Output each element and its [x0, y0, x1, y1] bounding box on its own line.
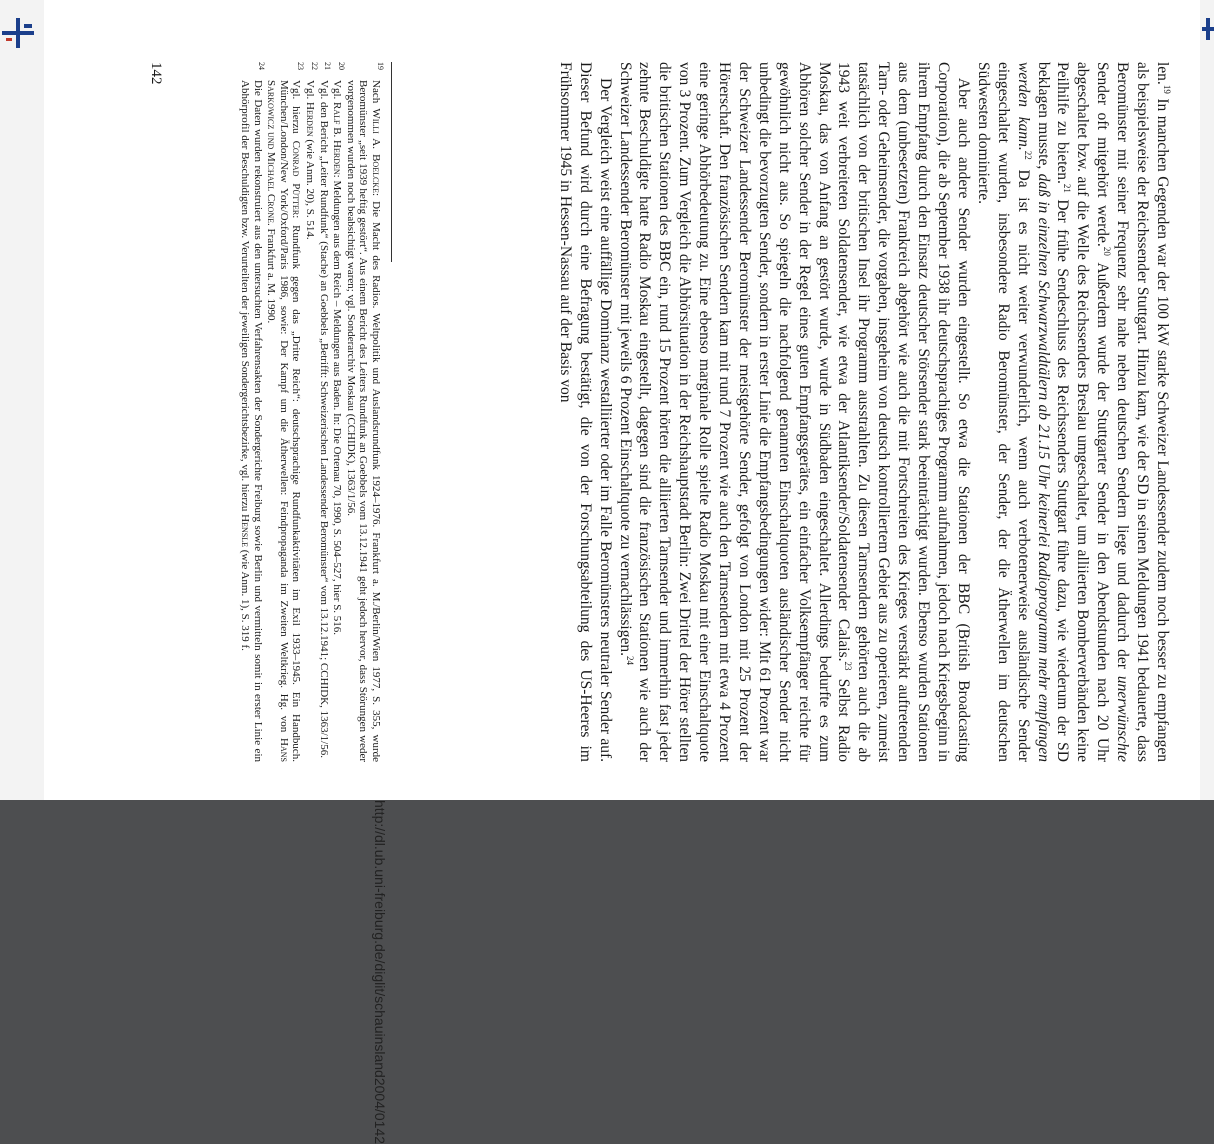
italic-text: daß in einzelnen Schwarzwaldtälern ab 21.15 Uhr keinerlei Radioprogramm mehr empfangen werden kann. [1014, 62, 1052, 762]
footnote: 20Vgl. Ralf B. Herden: Meldungen aus dem Reich – Meldungen aus Baden. In: Die Ortenau 70, 1990, S. 504–527, hier S. 516. [331, 62, 346, 636]
library-logo-icon [2, 18, 36, 48]
text-run: Da ist es nicht weiter verwunderlich, wenn auch verbotenerweise ausländische Sender eingeschaltet wurden, insbesondere Radio Beromünster, der Sender, der die Ätherwellen im deutschen Südwesten dominierte. [974, 62, 1032, 763]
italic-text: unerwünschte [1114, 675, 1132, 762]
footnote-ref: 24 [624, 655, 635, 665]
author-name: Willi A. Boelcke [370, 108, 382, 193]
paragraph [973, 62, 1172, 762]
text-run: (wie Anm. 1), S. 319 f. [239, 547, 252, 651]
footnote-ref: 19 [1162, 84, 1173, 94]
page-content [44, 0, 1200, 800]
footnote-rule [391, 62, 392, 262]
right-side-strip [1200, 0, 1214, 800]
library-logo-icon-right [1202, 18, 1214, 40]
text-run: Der Vergleich weist eine auffällige Dominanz westalliierter oder im Falle Beromünsters neutraler Sender auf. Dieser Befund wird durch eine Befragung bestätigt, die von der Forschungsabteilung des US-Heeres im Frühsommer 1945 in Hessen-Nassau auf der Basis von [556, 62, 614, 762]
footnote: 22Vgl. Herden (wie Anm. 20), S. 514. [304, 62, 319, 240]
text-run: Vgl. [304, 80, 317, 102]
footnote-ref: 22 [1022, 150, 1033, 160]
author-name: Herden [304, 102, 317, 137]
body-text [555, 62, 1172, 762]
paragraph [615, 62, 973, 762]
author-name: Ralf B. Herden [331, 102, 344, 175]
source-url-caption[interactable]: http://dl.ub.uni-freiburg.de/diglit/schauinsland2004/0142 [372, 800, 388, 1144]
page-number: 142 [148, 62, 164, 85]
footnote: 23Vgl. hierzu Conrad Pütter: Rundfunk gegen das „Dritte Reich“: deutschsprachige Rundfunkaktivitäten im Exil 1933–1945. Ein Handbuch. München/London/New York/Oxford/Paris 1986, sowie: Der Kampf um die Ätherwellen: Feindpropaganda im Zweiten Weltkrieg. Hg. von Hans Sarkowicz und Michael Crone. Frankfurt a. M. 1990. [265, 62, 306, 763]
text-run: (wie Anm. 20), S. 514. [304, 136, 317, 240]
text-run: In manchen Gegenden war der 100 kW starke Schweizer Landessender zudem noch besser zu empfangen als beispielsweise der Reichssender Stuttgart. Hinzu kam, wie der SD in seinen Meldungen 1941 bedauerte, dass Beromünster mit seiner Frequenz sehr nahe neben deutschen Sendern liege und dadurch der [1114, 62, 1171, 762]
author-name: Conrad Pütter [290, 140, 303, 216]
paragraph [555, 62, 615, 762]
text-run: Vgl. den Bericht „Leiter Rundfunk“ (Stache) an Goebbels „Betrifft: Schweizerischen Landessender Beromünster“ vom 13.12.1941; CCHIDK, 1363/1/56. [317, 80, 330, 758]
text-run: : Meldungen aus dem Reich – Meldungen aus Baden. In: Die Ortenau 70, 1990, S. 504–527, hier S. 516. [331, 174, 344, 636]
footnote-ref: 23 [843, 661, 854, 671]
text-run: Der frühe Sendeschluss des Reichssenders Stuttgart führe dazu, wie wiederum der SD beklagen musste, [1034, 62, 1072, 762]
text-run: Außerdem wurde der Stuttgarter Sender in den Abendstunden nach 20 Uhr abgeschaltet bzw. auf die Welle des Reichssenders Breslau umgeschaltet, um alliierten Bomberverbänden keine Peilhilfe zu bieten. [1054, 62, 1112, 762]
text-run: Vgl. hierzu [290, 80, 303, 141]
text-run: Selbst Radio Moskau, das von Anfang an gestört wurde, wurde in Südbaden eingeschaltet. Allerdings bedurfte es zum Abhören solcher Sender in der Regel eines guten Empfangsgerätes, ein einfacher Volksempfänger reichte für gewöhnlich nicht aus. So spiegeln die nachfolgend genannten Einschaltquoten ausländischer Sender nicht unbedingt die bevorzugten Sender, sondern in erster Linie die Empfangsbedingungen wider: Mit 61 Prozent war der Schweizer Landessender Beromünster der meistgehörte Sender, gefolgt von London mit 25 Prozent der Hörerschaft. Den französischen Sendern kam mit rund 7 Prozent wie auch den Tarnsendern mit etwa 4 Prozent eine geringe Abhörbedeutung zu. Eine ebenso marginale Rolle spielte Radio Moskau mit einer Einschaltquote von 3 Prozent. Zum Vergleich die Abhörsituation in der Reichshauptstadt Berlin: Zwei Drittel der Hörer stellten die britischen Stationen des BBC ein, rund 15 Prozent hörten die alliierten Tarnsender und immerhin fast jeder zehnte Beschuldigte hatte Radio Moskau eingestellt, dagegen sind die französischen Stationen wie auch der Schweizer Landessender Beromünster mit jeweils 6 Prozent Einschaltquote zu vernachlässigen. [616, 62, 853, 763]
footnote-ref: 21 [1062, 183, 1073, 193]
text-run: Sender oft mitgehört werde. [1094, 62, 1112, 247]
footnotes [237, 62, 385, 763]
footnote: 21Vgl. den Bericht „Leiter Rundfunk“ (Stache) an Goebbels „Betrifft: Schweizerischen Landessender Beromünster“ vom 13.12.1941; CCHIDK, 1363/1/56. [317, 62, 333, 758]
text-run: Aber auch andere Sender wurden eingestellt. So etwa die Stationen der BBC (British Broadcasting Corporation), die ab September 1938 ihr deutschsprachiges Programm aufnahmen, jedoch nach Kriegsbeginn in ihrem Empfang durch den Einsatz deutscher Störsender stark beeinträchtigt wurden. Ebenso wurden Stationen aus dem (unbesetzten) Frankreich abgehört wie auch die mit Fortschreiten des Krieges verstärkt auftretenden Tarn- oder Geheimsender, die vorgaben, insgeheim von deutsch kontrolliertem Gebiet aus zu operieren, zumeist tatsächlich von der britischen Insel ihr Programm ausstrahlten. Zu diesen Tarnsendern gehörten auch die ab 1943 weit verbreiteten Soldatensender, wie etwa der Atlantiksender/Soldatensender Calais. [835, 62, 972, 762]
text-run: : Rundfunk gegen das „Dritte Reich“: deutschsprachige Rundfunkaktivitäten im Exil 1933–1945. Ein Handbuch. München/London/New York/Oxford/Paris 1986, sowie: Der Kampf um die Ätherwellen: Feindpropaganda im Zweiten Weltkrieg. Hg. von [277, 80, 303, 763]
text-run: Vgl. [331, 80, 344, 102]
text-run: len. [1154, 62, 1171, 85]
footnote: 24Die Daten wurden rekonstruiert aus den untersuchten Verfahrensakten der Sondergerichte Freiburg sowie Berlin und vermitteln somit in erster Linie ein Abhörprofil der Beschuldigten bzw. Verurteilten der jeweiligen Sondergerichtsbezirke, vgl. hierzu Hensle (wie Anm. 1), S. 319 f. [239, 62, 267, 762]
left-side-strip [0, 0, 44, 800]
scanned-page [44, 0, 1200, 1144]
footnote: 19Nach Willi A. Boelcke: Die Macht des Radios. Weltpolitik und Auslandsrundfunk 1924–1976. Frankfurt a. M./Berlin/Wien 1977, S. 355, wurde Beromünster „seit 1939 heftig gestört“. Aus einem Bericht des Leiters Rundfunk an Goebbels vom 13.12.1941 geht jedoch hervor, dass Störungen weder vorgenommen wurden noch beabsichtigt waren; vgl. Sonderarchiv Moskau (CCHIDK), 1363/1/56. [344, 62, 385, 762]
text-run: Die Daten wurden rekonstruiert aus den untersuchten Verfahrensakten der Sondergerichte Freiburg sowie Berlin und vermitteln somit in erster Linie ein Abhörprofil der Beschuldigten bzw. Verurteilten der jeweiligen Sondergerichtsbezirke, vgl. hierzu [239, 80, 264, 762]
text-run: : Die Macht des Radios. Weltpolitik und Auslandsrundfunk 1924–1976. Frankfurt a. M./Berlin/Wien 1977, S. 355, wurde Beromünster „seit 1939 heftig gestört“. Aus einem Bericht des Leiters Rundfunk an Goebbels vom 13.12.1941 geht jedoch hervor, dass Störungen weder vorgenommen wurden noch beabsichtigt waren; vgl. Sonderarchiv Moskau (CCHIDK), 1363/1/56. [344, 80, 382, 762]
author-name: Hans Sarkowicz und Michael Crone [265, 80, 290, 762]
text-run: . Frankfurt a. M. 1990. [265, 223, 278, 324]
text-run: Nach [370, 80, 382, 109]
author-name: Hensle [239, 514, 252, 548]
footnote-ref: 20 [1102, 246, 1113, 256]
